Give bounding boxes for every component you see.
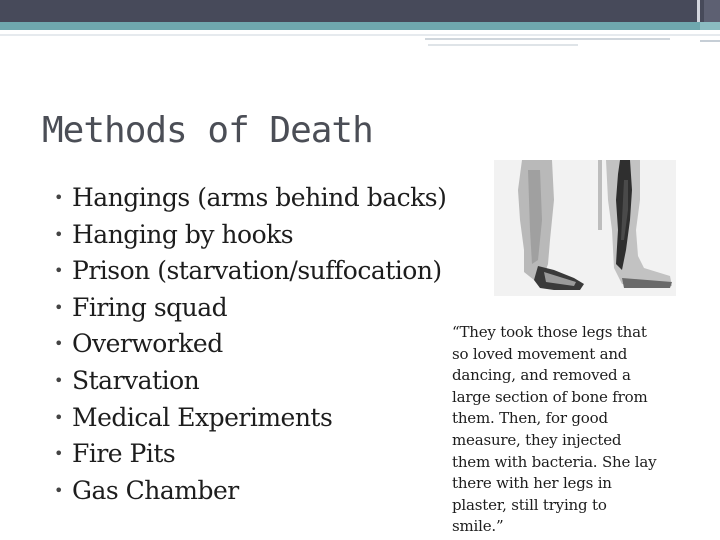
bullet-icon: • [54, 297, 63, 317]
bullet-item [54, 180, 446, 217]
bullet-text: Fire Pits [72, 439, 176, 469]
bullet-item [54, 290, 446, 327]
banner-accent-dark [704, 0, 720, 22]
quote-text [452, 322, 676, 538]
teal-stripe-accent [700, 22, 720, 30]
quote-line: plaster, still trying to [452, 495, 607, 514]
divider-line [700, 40, 720, 42]
bullet-text: Overworked [72, 329, 223, 359]
banner-accent [697, 0, 700, 22]
quote-line: “They took those legs that [452, 323, 647, 341]
quote-line: dancing, and removed a [452, 366, 631, 385]
bullet-text: Medical Experiments [72, 402, 333, 432]
bullet-text: Firing squad [72, 292, 228, 322]
bullet-item [54, 400, 446, 437]
bullet-item [54, 473, 446, 510]
divider-line [425, 38, 670, 40]
bullet-icon: • [54, 407, 63, 427]
bullet-text: Gas Chamber [72, 475, 239, 505]
bullet-text: Hanging by hooks [72, 219, 294, 249]
quote-line: measure, they injected [452, 430, 622, 449]
bullet-icon: • [54, 444, 63, 464]
bullet-list [54, 180, 446, 509]
bullet-icon: • [54, 224, 63, 244]
divider-line [0, 34, 720, 36]
quote-line: large section of bone from [452, 387, 648, 406]
quote-line: smile.” [452, 517, 504, 536]
divider-line [428, 44, 578, 46]
bullet-icon: • [54, 334, 63, 354]
quote-line: there with her legs in [452, 474, 612, 493]
bullet-text: Starvation [72, 365, 200, 395]
scarred-legs-photo [494, 160, 676, 296]
quote-line: so loved movement and [452, 344, 628, 363]
quote-line: them with bacteria. She lay [452, 452, 657, 471]
bullet-icon: • [54, 188, 63, 207]
top-banner [0, 0, 720, 22]
bullet-item [54, 217, 446, 254]
slide-title: Methods of Death [42, 110, 373, 151]
bullet-item [54, 363, 446, 400]
bullet-icon: • [54, 370, 63, 390]
bullet-text: Hangings (arms behind backs) [72, 183, 447, 212]
bullet-icon: • [54, 261, 63, 281]
teal-stripe [0, 22, 720, 30]
legs-photo-icon [494, 160, 676, 296]
bullet-text: Prison (starvation/suffocation) [72, 256, 442, 286]
bullet-item [54, 253, 446, 290]
bullet-item [54, 326, 446, 363]
quote-line: them. Then, for good [452, 409, 608, 428]
bullet-icon: • [54, 480, 63, 500]
bullet-item [54, 436, 446, 473]
